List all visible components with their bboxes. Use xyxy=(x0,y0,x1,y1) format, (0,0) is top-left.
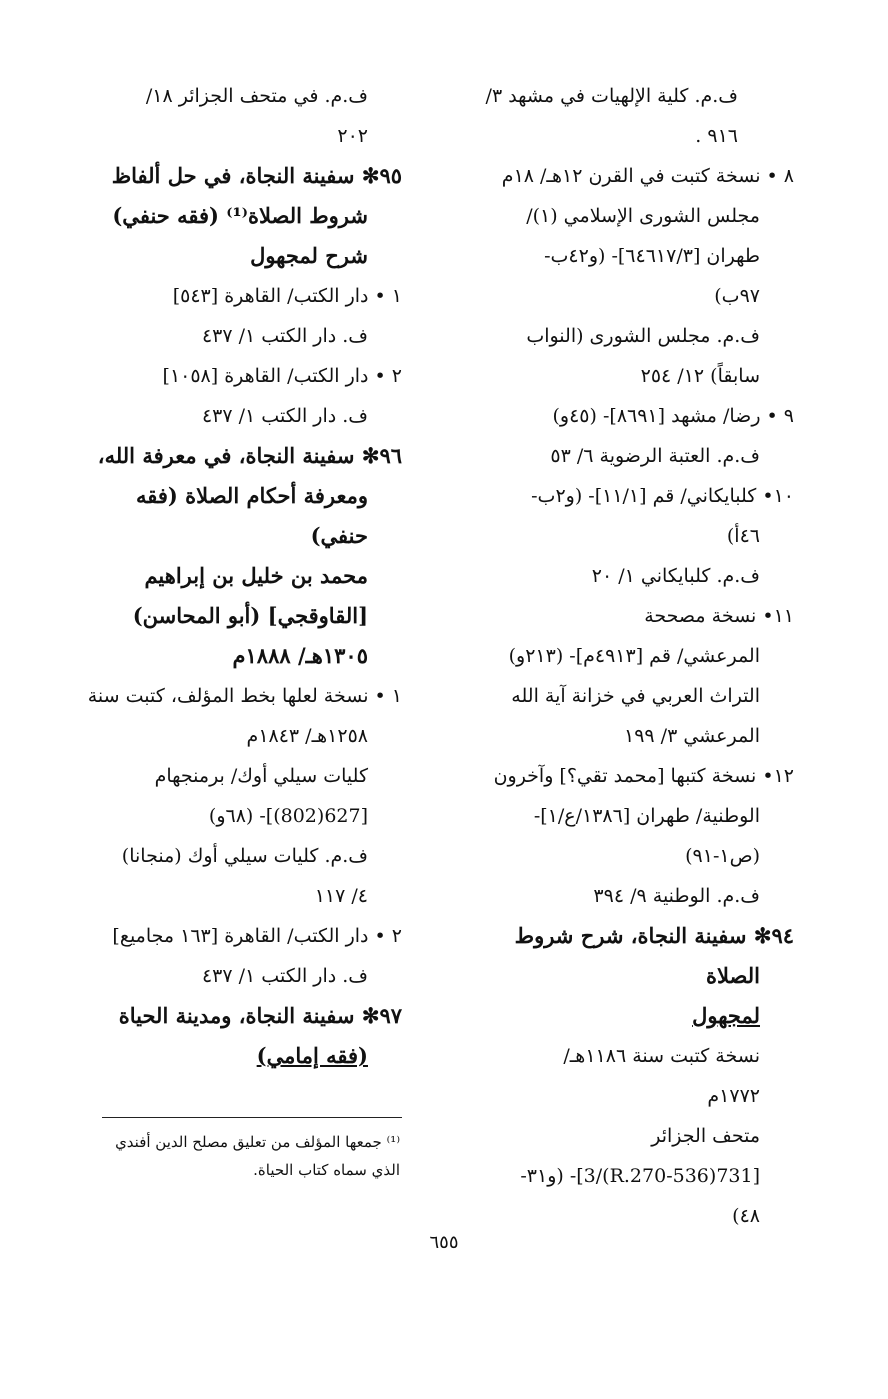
text-line: ٢ • دار الكتب/ القاهرة [١٠٥٨] xyxy=(162,365,402,387)
text-line: ف.م. مجلس الشورى (النواب xyxy=(526,325,760,347)
footnote-line: ⁽¹⁾ جمعها المؤلف من تعليق مصلح الدين أفندي xyxy=(115,1133,400,1151)
text-line: ٩٧✻ سفينة النجاة، ومدينة الحياة xyxy=(118,1003,402,1028)
text-line: ف.م. كليات سيلي أوك (منجانا) xyxy=(121,845,368,867)
text-line: ٩٤✻ سفينة النجاة، شرح شروط xyxy=(514,923,794,948)
text-line: ٤٦أ) xyxy=(726,525,760,547)
text-line: متحف الجزائر xyxy=(651,1125,760,1147)
page-number: ٦٥٥ xyxy=(429,1232,459,1253)
text-line: ٩٥✻ سفينة النجاة، في حل ألفاظ xyxy=(111,163,402,188)
text-line: محمد بن خليل بن إبراهيم xyxy=(144,563,368,588)
text-line: ف. دار الكتب ١/ ٤٣٧ xyxy=(201,405,368,427)
text-line: ومعرفة أحكام الصلاة (فقه xyxy=(136,483,368,508)
text-line: ٢٠٢ xyxy=(337,125,368,147)
text-line: ٩١٦ . xyxy=(695,125,738,147)
text-line: ف. دار الكتب ١/ ٤٣٧ xyxy=(201,325,368,347)
text-line: ٤٨) xyxy=(732,1205,760,1227)
text-line: المرعشي/ قم [٤٩١٣م]- (٢١٣و) xyxy=(508,645,760,667)
text-line: ١٢• نسخة كتبها [محمد تقي؟] وآخرون xyxy=(493,765,794,787)
right-column xyxy=(404,76,794,1236)
text-line: ٩ • رضا/ مشهد [٨٦٩١]- (٤٥و) xyxy=(552,405,794,427)
text-line: الصلاة xyxy=(706,963,760,988)
text-line: ١ • نسخة لعلها بخط المؤلف، كتبت سنة xyxy=(87,685,402,707)
text-line: ف.م. كلبايكاني ١/ ٢٠ xyxy=(591,565,760,587)
text-line: مجلس الشورى الإسلامي (١)/ xyxy=(526,205,760,227)
text-line: حنفي) xyxy=(310,523,368,548)
text-line: التراث العربي في خزانة آية الله xyxy=(511,685,760,707)
text-line: سابقاً) ١٢/ ٢٥٤ xyxy=(640,365,760,387)
text-line: ف.م. في متحف الجزائر ١٨/ xyxy=(145,85,368,107)
text-line: ١٠• كلبايكاني/ قم [١١/١]- (و٢ب- xyxy=(531,485,794,507)
text-line: الوطنية/ طهران [١٣٨٦/ع/١]- xyxy=(533,805,760,827)
text-line: لمجهول xyxy=(692,1003,760,1028)
text-line: ١٧٧٢م xyxy=(707,1085,760,1107)
text-line: ٢ • دار الكتب/ القاهرة [١٦٣ مجاميع] xyxy=(112,925,402,947)
text-line: ف.م. كلية الإلهيات في مشهد ٣/ xyxy=(485,85,738,107)
text-line: ٩٦✻ سفينة النجاة، في معرفة الله، xyxy=(97,443,402,468)
text-line: كليات سيلي أوك/ برمنجهام xyxy=(154,765,368,787)
text-line: ف.م. الوطنية ٩/ ٣٩٤ xyxy=(593,885,760,907)
text-line: ٨ • نسخة كتبت في القرن ١٢هـ/ ١٨م xyxy=(501,165,794,187)
text-line: شرح لمجهول xyxy=(250,243,368,268)
text-line: (ص١-٩١) xyxy=(685,845,760,867)
text-line: ف. دار الكتب ١/ ٤٣٧ xyxy=(201,965,368,987)
text-line: طهران [٦٤٦١٧/٣]- (و٤٢ب- xyxy=(544,245,760,267)
text-line: [القاوقجي] (أبو المحاسن) xyxy=(132,603,368,628)
footnote-line: الذي سماه كتاب الحياة. xyxy=(253,1161,400,1179)
text-line: ١ • دار الكتب/ القاهرة [٥٤٣] xyxy=(172,285,402,307)
footnotes xyxy=(70,1128,400,1184)
text-line: [731(536-R.270)/3]- (و٣١- xyxy=(520,1165,760,1187)
text-line: ٩٧ب) xyxy=(714,285,760,307)
text-line: (فقه إمامي) xyxy=(256,1043,368,1068)
text-line: ف.م. العتبة الرضوية ٦/ ٥٣ xyxy=(550,445,760,467)
left-column xyxy=(82,76,402,1076)
footnote-divider xyxy=(102,1117,402,1118)
text-line: شروط الصلاة⁽¹⁾ (فقه حنفي) xyxy=(112,203,368,228)
text-line: المرعشي ٣/ ١٩٩ xyxy=(624,725,760,747)
text-line: ١٣٠٥هـ/ ١٨٨٨م xyxy=(232,643,368,668)
text-line: [627(802)]- (٦٨و) xyxy=(208,805,368,827)
text-line: ١٢٥٨هـ/ ١٨٤٣م xyxy=(246,725,368,747)
text-line: ١١• نسخة مصححة xyxy=(644,605,794,627)
text-line: ٤/ ١١٧ xyxy=(314,885,368,907)
text-line: نسخة كتبت سنة ١١٨٦هـ/ xyxy=(563,1045,760,1067)
